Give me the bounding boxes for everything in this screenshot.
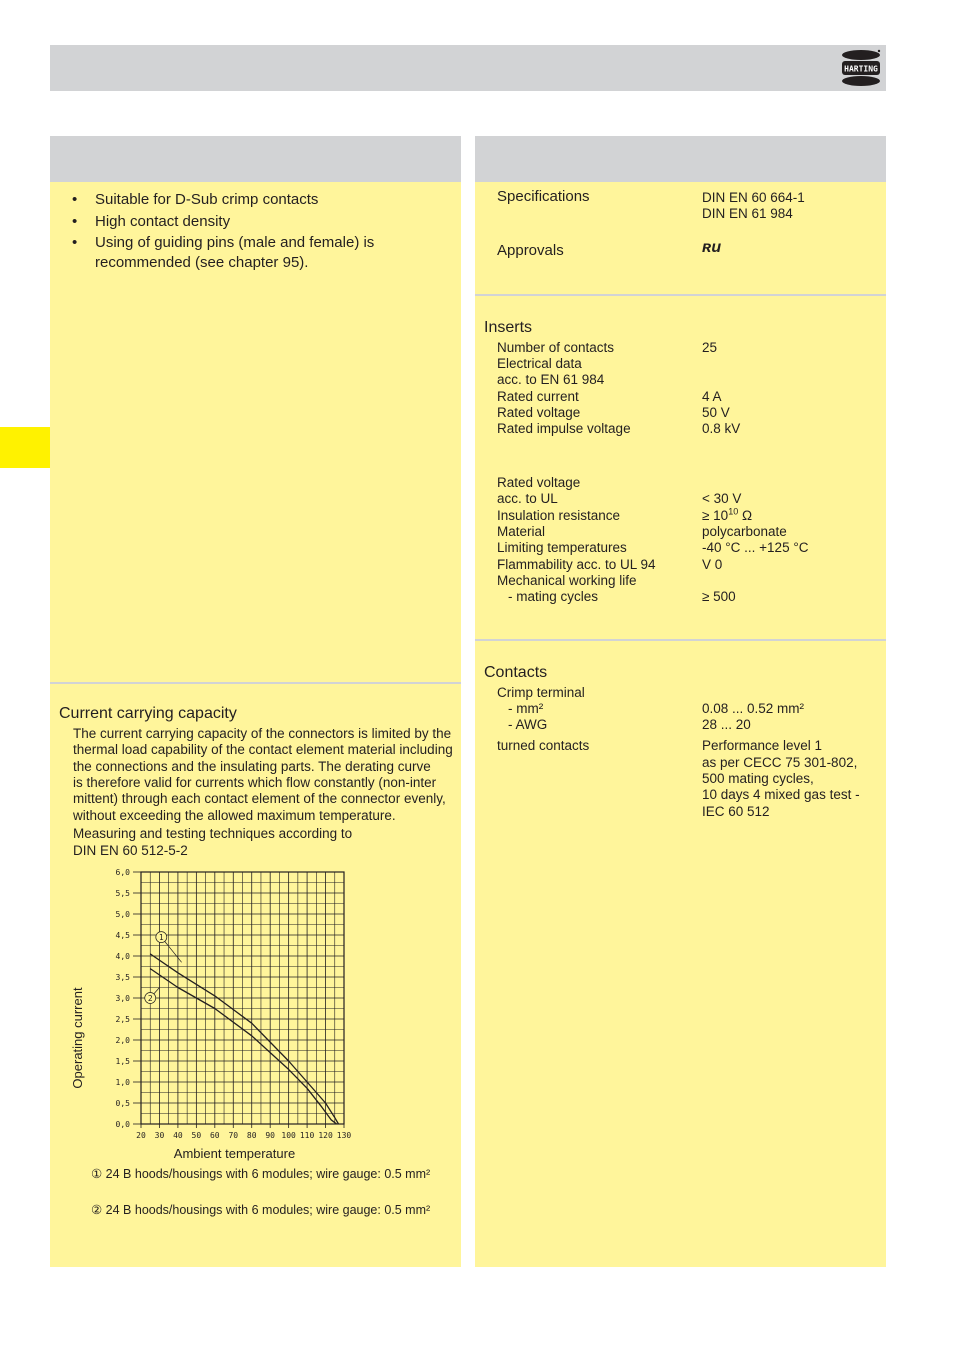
- insert-row-label: - mating cycles: [508, 589, 599, 604]
- ul-approval-icon: ʀu: [702, 239, 722, 256]
- bullet-icon: •: [72, 213, 78, 230]
- insert-row-label: Rated current: [497, 389, 579, 404]
- insert-row-value: -40 °C ... +125 °C: [702, 540, 809, 555]
- y-tick-label: 2,0: [115, 1036, 130, 1045]
- insert-row-value: 0.8 kV: [702, 421, 741, 436]
- insert-row-label: Rated impulse voltage: [497, 421, 631, 436]
- y-tick-label: 6,0: [115, 868, 130, 877]
- feature-item: Using of guiding pins (male and female) is: [95, 234, 375, 251]
- insert-row-label: Number of contacts: [497, 340, 615, 355]
- x-tick-label: 60: [209, 1131, 220, 1140]
- turned-value-line: as per CECC 75 301-802,: [702, 755, 858, 770]
- turned-value-line: 500 mating cycles,: [702, 771, 814, 786]
- description-line: DIN EN 60 512-5-2: [73, 843, 188, 858]
- y-tick-label: 4,5: [115, 931, 130, 940]
- y-tick-label: 4,0: [115, 952, 130, 961]
- y-tick-label: 1,0: [115, 1078, 130, 1087]
- x-tick-label: 120: [318, 1131, 333, 1140]
- specifications-label: Specifications: [497, 188, 590, 205]
- insert-row-value: 4 A: [702, 389, 722, 404]
- description-line: is therefore valid for currents which flow constantly (non-inter: [73, 775, 437, 790]
- series-marker-label: 1: [158, 933, 164, 943]
- y-tick-label: 3,5: [115, 973, 130, 982]
- mm-value: 0.08 ... 0.52 mm²: [702, 701, 805, 716]
- x-tick-label: 80: [246, 1131, 257, 1140]
- turned-contacts-label: turned contacts: [497, 738, 590, 753]
- turned-value-line: IEC 60 512: [702, 804, 770, 819]
- y-tick-label: 5,5: [115, 889, 130, 898]
- insert-row-label: Mechanical working life: [497, 573, 637, 588]
- y-tick-label: 1,5: [115, 1057, 130, 1066]
- feature-item: Suitable for D-Sub crimp contacts: [95, 191, 319, 208]
- specifications-value: DIN EN 60 664-1: [702, 190, 805, 205]
- description-line: Measuring and testing techniques according to: [73, 826, 353, 841]
- derating-chart: [60, 862, 380, 1167]
- description-line: mittent) through each contact element of the connector evenly,: [73, 791, 446, 806]
- insert-row-label: Limiting temperatures: [497, 540, 627, 555]
- chapter-tab: [0, 427, 50, 468]
- left-panel-header: [50, 136, 461, 182]
- insert-row-label: Insulation resistance: [497, 508, 621, 523]
- insert-row-label: acc. to UL: [497, 491, 558, 506]
- insert-row-value: V 0: [702, 557, 723, 572]
- y-tick-label: 5,0: [115, 910, 130, 919]
- insert-row-value: polycarbonate: [702, 524, 787, 539]
- x-tick-label: 30: [154, 1131, 165, 1140]
- insert-row-value: 50 V: [702, 405, 730, 420]
- inserts-heading: Inserts: [484, 319, 533, 336]
- y-tick-label: 3,0: [115, 994, 130, 1003]
- divider: [475, 294, 886, 296]
- insert-row-label: Rated voltage: [497, 475, 581, 490]
- top-header-bar: [50, 45, 886, 91]
- insert-row-label: Rated voltage: [497, 405, 581, 420]
- y-tick-label: 0,5: [115, 1099, 130, 1108]
- bullet-icon: •: [72, 234, 78, 251]
- insert-row-value: ≥ 500: [702, 589, 736, 604]
- insert-row-value: < 30 V: [702, 491, 742, 506]
- x-tick-label: 70: [228, 1131, 239, 1140]
- specifications-value: DIN EN 61 984: [702, 206, 793, 221]
- turned-value-line: Performance level 1: [702, 738, 823, 753]
- x-tick-label: 20: [136, 1131, 146, 1140]
- series-line-1: [147, 954, 338, 1124]
- series-marker-label: 2: [147, 994, 153, 1003]
- x-tick-label: 50: [191, 1131, 202, 1140]
- x-tick-label: 100: [281, 1131, 296, 1140]
- logo-text: HARTING: [844, 64, 878, 74]
- feature-item: High contact density: [95, 213, 231, 230]
- divider: [475, 639, 886, 641]
- y-tick-label: 2,5: [115, 1015, 130, 1024]
- insert-row-value: 25: [702, 340, 718, 355]
- turned-value-line: 10 days 4 mixed gas test -: [702, 787, 860, 802]
- x-axis-label: Ambient temperature: [173, 1146, 296, 1161]
- insert-row-label: acc. to EN 61 984: [497, 372, 605, 387]
- insert-row-label: Flammability acc. to UL 94: [497, 557, 656, 572]
- feature-item-continued: recommended (see chapter 95).: [95, 254, 309, 271]
- description-line: thermal load capability of the contact element material including: [73, 742, 453, 757]
- harting-logo: [840, 48, 882, 88]
- x-tick-label: 40: [173, 1131, 183, 1140]
- insert-row-label: Material: [497, 524, 546, 539]
- y-axis-label: Operating current: [70, 987, 85, 1089]
- crimp-terminal-label: Crimp terminal: [497, 685, 585, 700]
- y-tick-label: 0,0: [115, 1120, 130, 1129]
- description-line: without exceeding the allowed maximum temperature.: [73, 808, 396, 823]
- x-tick-label: 90: [265, 1131, 276, 1140]
- x-tick-label: 130: [336, 1131, 352, 1140]
- awg-value: 28 ... 20: [702, 717, 751, 732]
- legend-item-2: ② 24 B hoods/housings with 6 modules; wire gauge: 0.5 mm²: [91, 1203, 431, 1217]
- right-panel-header: [475, 136, 886, 182]
- x-tick-label: 110: [299, 1131, 315, 1140]
- insert-row-value: ≥ $10^{10}$ Ω: [702, 506, 753, 523]
- mm-label: - mm²: [508, 701, 544, 716]
- contacts-heading: Contacts: [484, 664, 548, 681]
- exponent: 10: [728, 506, 739, 517]
- divider: [50, 682, 461, 684]
- bullet-icon: •: [72, 191, 78, 208]
- description-line: The current carrying capacity of the connectors is limited by the: [73, 726, 452, 741]
- legend-item-1: ① 24 B hoods/housings with 6 modules; wire gauge: 0.5 mm²: [91, 1167, 431, 1181]
- awg-label: - AWG: [508, 717, 548, 732]
- description-line: the connections and the insulating parts. The derating curve: [73, 759, 431, 774]
- insert-row-label: Electrical data: [497, 356, 582, 371]
- approvals-label: Approvals: [497, 242, 564, 259]
- current-heading: Current carrying capacity: [59, 705, 237, 722]
